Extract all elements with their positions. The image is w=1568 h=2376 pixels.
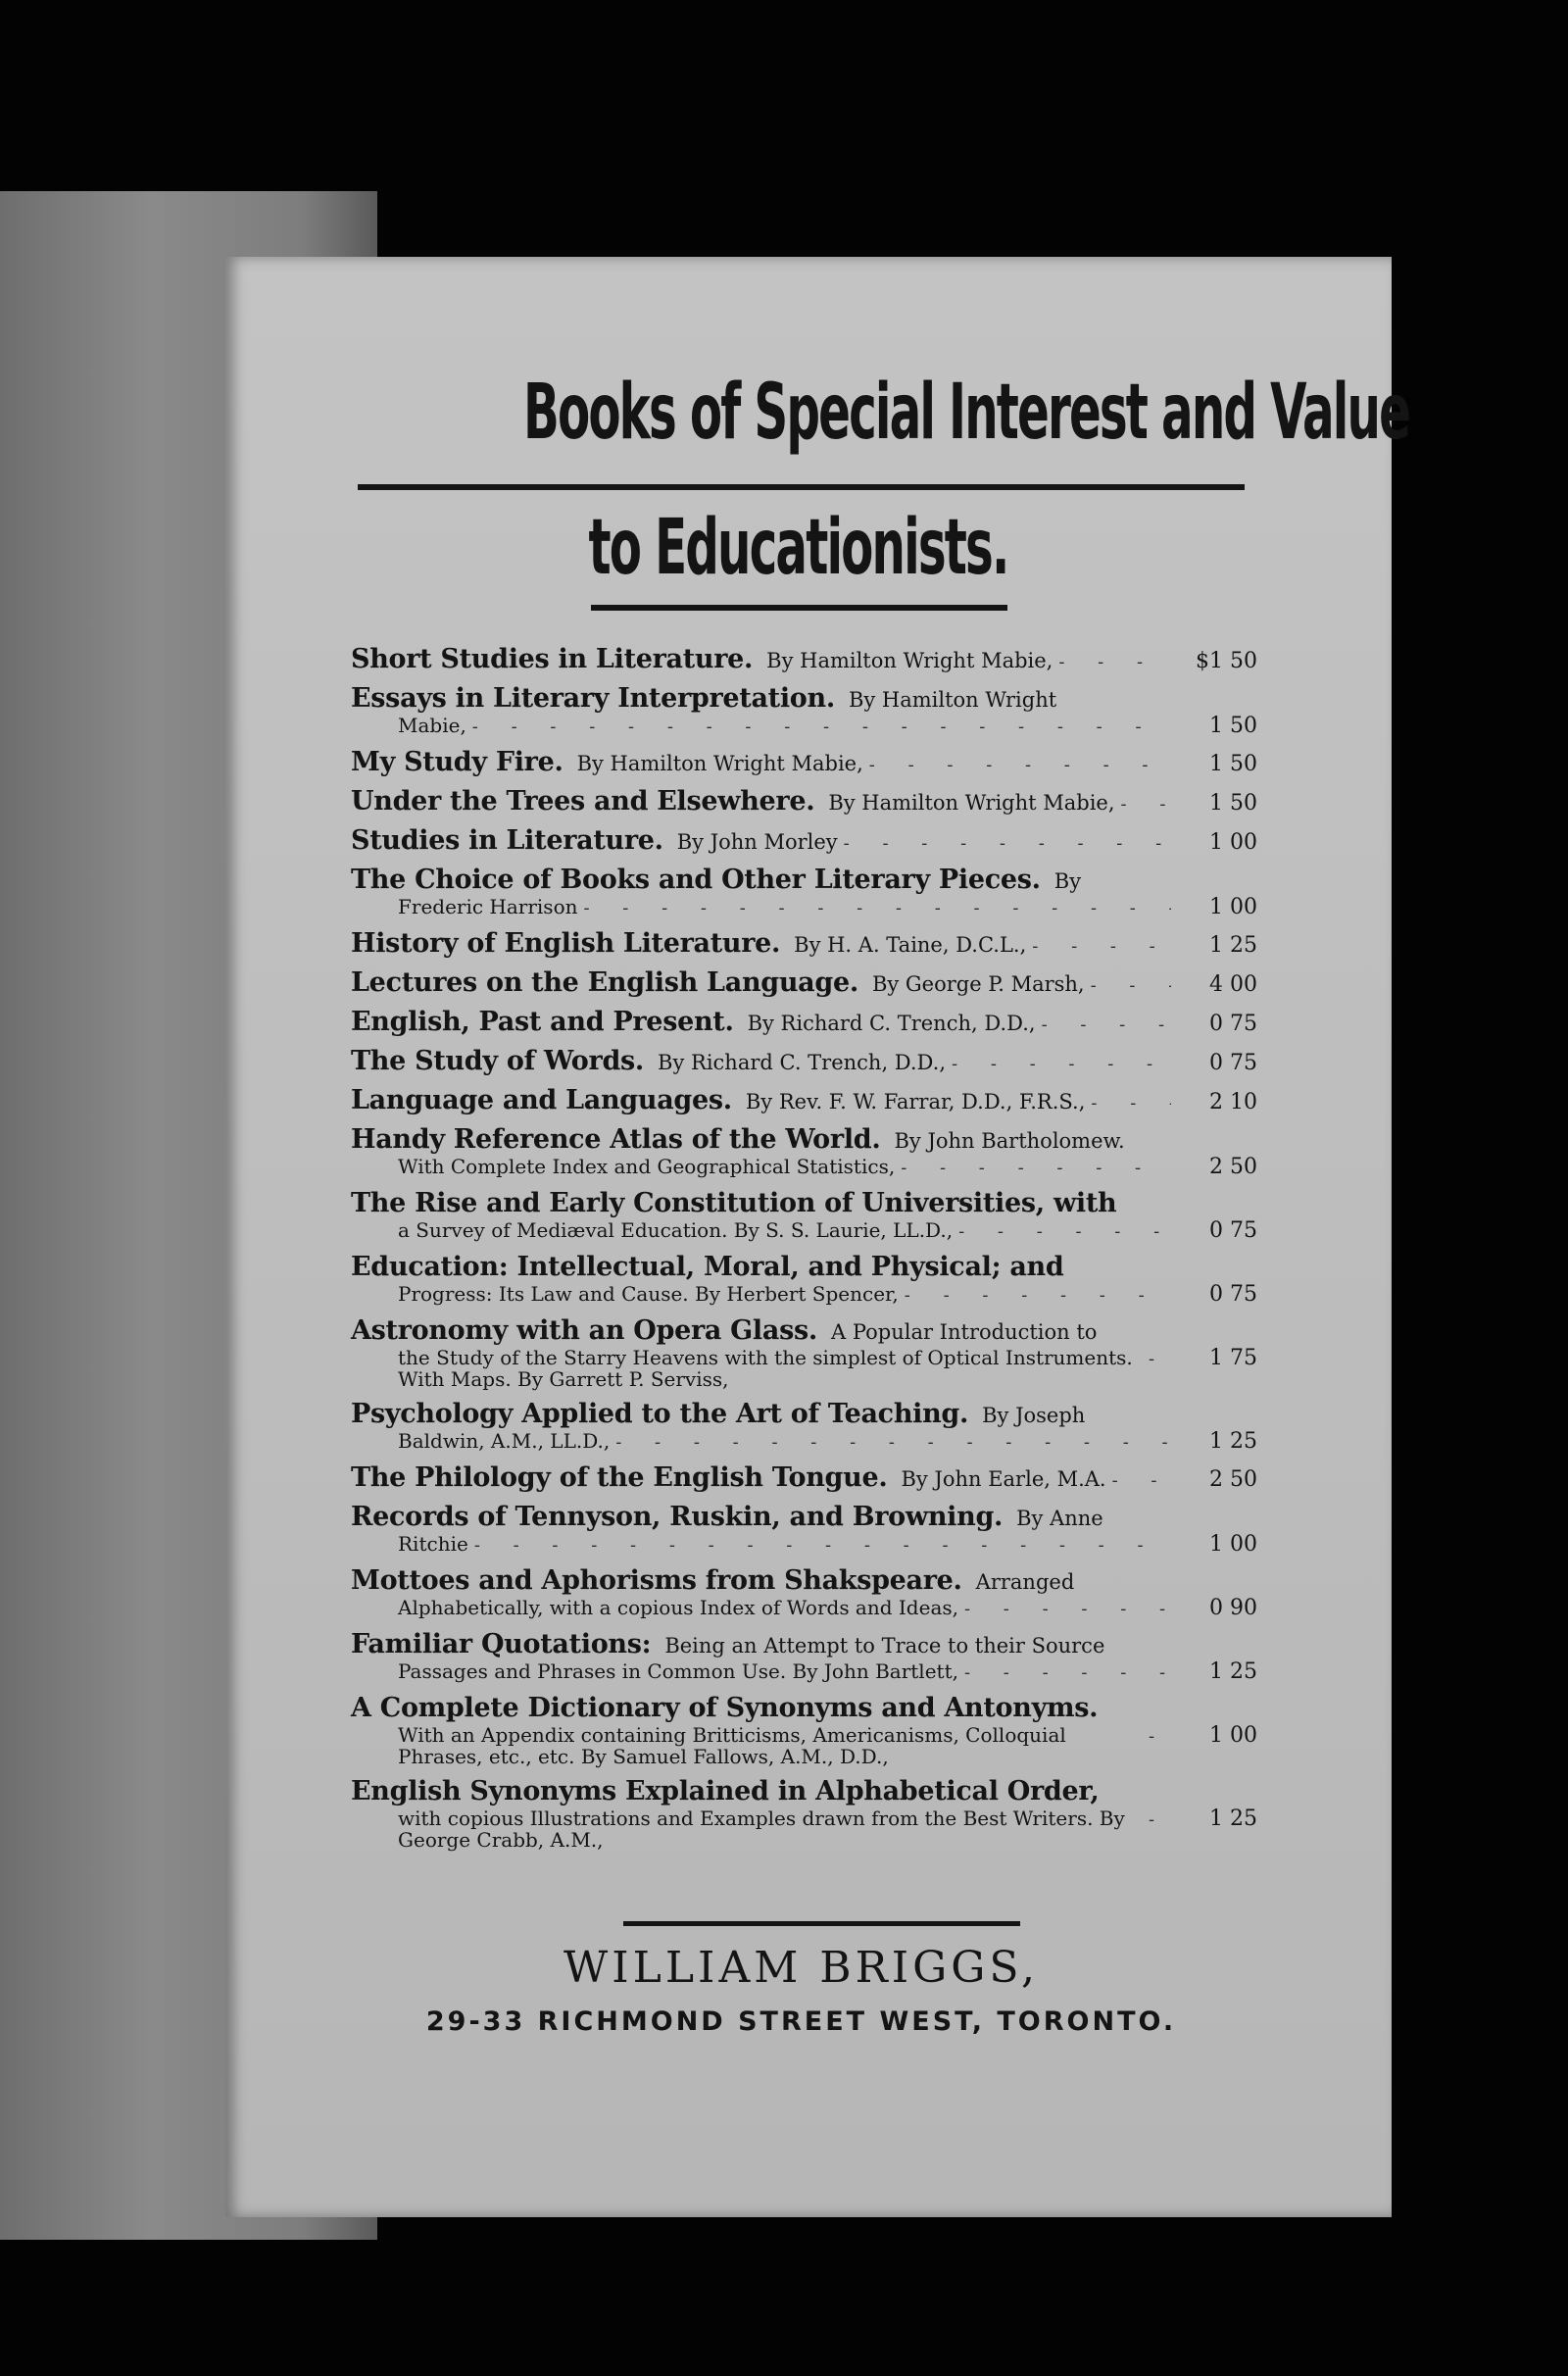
book-price: 0 75 bbox=[1209, 1051, 1257, 1075]
book-title: Lectures on the English Language. bbox=[351, 967, 858, 998]
book-entry-main-line bbox=[351, 747, 1257, 777]
book-price: 1 00 bbox=[1209, 1723, 1257, 1748]
book-entry-main-line bbox=[351, 967, 1257, 998]
book-price: 1 25 bbox=[1209, 933, 1257, 958]
advertisement-page bbox=[225, 257, 1410, 2217]
book-author: A Popular Introduction to bbox=[831, 1320, 1098, 1344]
book-description: Mabie, bbox=[398, 714, 466, 737]
dot-leader bbox=[1032, 936, 1171, 957]
book-price: 4 00 bbox=[1209, 972, 1257, 997]
book-author: By Hamilton Wright Mabie, bbox=[828, 791, 1115, 815]
book-title: Psychology Applied to the Art of Teaching. bbox=[351, 1399, 969, 1429]
book-price: 1 25 bbox=[1209, 1807, 1257, 1831]
book-entry-sub-line bbox=[351, 1659, 1257, 1684]
book-entry-sub-line bbox=[351, 1346, 1257, 1390]
dot-leader bbox=[1091, 1093, 1171, 1114]
page-title-line-1: Books of Special Interest and Value bbox=[522, 369, 1410, 457]
book-price: 2 10 bbox=[1209, 1090, 1257, 1114]
book-description: Baldwin, A.M., LL.D., bbox=[398, 1429, 611, 1453]
book-price: $1 50 bbox=[1196, 649, 1257, 673]
book-title: Essays in Literary Interpretation. bbox=[351, 683, 835, 714]
book-entry bbox=[351, 644, 1257, 674]
dot-leader bbox=[844, 833, 1171, 854]
book-entry-main-line bbox=[351, 1462, 1257, 1493]
book-description: Alphabetically, with a copious Index of Words and Ideas, bbox=[398, 1596, 958, 1619]
dot-leader bbox=[1112, 1470, 1171, 1491]
dot-leader bbox=[964, 1662, 1171, 1683]
book-entry bbox=[351, 1085, 1257, 1115]
book-author: By Hamilton Wright Mabie, bbox=[576, 752, 863, 775]
book-price: 0 75 bbox=[1209, 1282, 1257, 1307]
book-entry bbox=[351, 1502, 1257, 1557]
book-price: 1 00 bbox=[1209, 1532, 1257, 1557]
book-title: Language and Languages. bbox=[351, 1085, 732, 1115]
book-price: 1 75 bbox=[1209, 1346, 1257, 1370]
title-rule-2 bbox=[591, 605, 1007, 611]
book-price: 0 75 bbox=[1209, 1012, 1257, 1036]
book-title: Education: Intellectual, Moral, and Physical; and bbox=[351, 1252, 1064, 1282]
dot-leader bbox=[958, 1221, 1171, 1242]
book-title: The Rise and Early Constitution of Universities, with bbox=[351, 1188, 1117, 1218]
book-entry-main-line bbox=[351, 865, 1257, 895]
dot-leader bbox=[584, 898, 1172, 918]
book-entry-main-line bbox=[351, 683, 1257, 714]
dot-leader bbox=[901, 1158, 1171, 1178]
book-entry-main-line bbox=[351, 928, 1257, 959]
book-description: Passages and Phrases in Common Use. By John Bartlett, bbox=[398, 1659, 958, 1683]
book-description: the Study of the Starry Heavens with the simplest of Optical Instruments. With Maps. By Garrett P. Serviss, bbox=[398, 1346, 1133, 1391]
book-entry-main-line bbox=[351, 1629, 1257, 1659]
book-entry-main-line bbox=[351, 1565, 1257, 1596]
book-entry bbox=[351, 825, 1257, 856]
book-title: A Complete Dictionary of Synonyms and Antonyms. bbox=[351, 1693, 1099, 1723]
book-entry-main-line bbox=[351, 1502, 1257, 1532]
book-author: By John Morley bbox=[676, 830, 838, 854]
book-author: By H. A. Taine, D.C.L., bbox=[794, 933, 1027, 957]
book-description: with copious Illustrations and Examples drawn from the Best Writers. By George Crabb, A.M., bbox=[398, 1807, 1125, 1852]
book-description: a Survey of Mediæval Education. By S. S. Laurie, LL.D., bbox=[398, 1218, 954, 1242]
book-author: By bbox=[1054, 869, 1082, 893]
book-entry-sub-line bbox=[351, 1429, 1257, 1454]
book-author: By Richard C. Trench, D.D., bbox=[658, 1051, 947, 1074]
book-entry-main-line bbox=[351, 1124, 1257, 1155]
book-price: 1 00 bbox=[1209, 895, 1257, 919]
book-entry bbox=[351, 1693, 1257, 1767]
book-entry bbox=[351, 1462, 1257, 1493]
book-price: 1 25 bbox=[1209, 1659, 1257, 1684]
book-entry-sub-line bbox=[351, 1532, 1257, 1557]
publisher-name: WILLIAM BRIGGS, bbox=[564, 1943, 1039, 1993]
page-content bbox=[343, 257, 1410, 2217]
book-entry-main-line bbox=[351, 644, 1257, 674]
book-entry-main-line bbox=[351, 1188, 1257, 1218]
book-entry-sub-line bbox=[351, 1155, 1257, 1179]
book-entry bbox=[351, 1252, 1257, 1307]
book-author: By Richard C. Trench, D.D., bbox=[747, 1012, 1036, 1035]
book-price: 0 90 bbox=[1209, 1596, 1257, 1620]
dot-leader bbox=[869, 755, 1171, 775]
book-title: Records of Tennyson, Ruskin, and Browning. bbox=[351, 1502, 1004, 1532]
book-entry-main-line bbox=[351, 1693, 1257, 1723]
book-author: By Joseph bbox=[982, 1404, 1086, 1427]
dot-leader bbox=[472, 717, 1171, 737]
book-entry-sub-line bbox=[351, 714, 1257, 738]
book-title: My Study Fire. bbox=[351, 747, 564, 777]
book-description: With Complete Index and Geographical Statistics, bbox=[398, 1155, 896, 1178]
dot-leader bbox=[1149, 1726, 1171, 1747]
book-entry-sub-line bbox=[351, 1596, 1257, 1620]
dot-leader bbox=[1121, 794, 1171, 815]
book-title: Astronomy with an Opera Glass. bbox=[351, 1315, 817, 1346]
publisher-address: 29-33 RICHMOND STREET WEST, TORONTO. bbox=[425, 2006, 1177, 2037]
dot-leader bbox=[1149, 1349, 1171, 1369]
book-title: Under the Trees and Elsewhere. bbox=[351, 786, 815, 817]
book-title: History of English Literature. bbox=[351, 928, 781, 959]
book-price: 1 25 bbox=[1209, 1429, 1257, 1454]
book-entry-sub-line bbox=[351, 895, 1257, 919]
book-author: By George P. Marsh, bbox=[871, 972, 1085, 996]
book-entry bbox=[351, 865, 1257, 919]
book-price: 1 50 bbox=[1209, 791, 1257, 816]
book-description: Frederic Harrison bbox=[398, 895, 578, 918]
book-entry bbox=[351, 967, 1257, 998]
book-price: 1 00 bbox=[1209, 830, 1257, 855]
book-entry-main-line bbox=[351, 1085, 1257, 1115]
book-title: Short Studies in Literature. bbox=[351, 644, 754, 674]
book-entry-main-line bbox=[351, 1252, 1257, 1282]
book-price: 2 50 bbox=[1209, 1155, 1257, 1179]
dot-leader bbox=[964, 1599, 1171, 1619]
book-price: 2 50 bbox=[1209, 1467, 1257, 1492]
book-entry-main-line bbox=[351, 1399, 1257, 1429]
book-entry bbox=[351, 1776, 1257, 1851]
book-entry-sub-line bbox=[351, 1218, 1257, 1243]
book-entry-main-line bbox=[351, 1046, 1257, 1076]
book-author: By Rev. F. W. Farrar, D.D., F.R.S., bbox=[745, 1090, 1086, 1114]
book-author: Being an Attempt to Trace to their Source bbox=[664, 1634, 1105, 1658]
dot-leader bbox=[905, 1285, 1171, 1306]
dot-leader bbox=[952, 1054, 1171, 1074]
book-description: Ritchie bbox=[398, 1532, 468, 1556]
book-price: 1 50 bbox=[1209, 714, 1257, 738]
book-entry-main-line bbox=[351, 1007, 1257, 1037]
book-entry bbox=[351, 1188, 1257, 1243]
book-entry bbox=[351, 1629, 1257, 1684]
book-entry bbox=[351, 1315, 1257, 1390]
book-author: By Hamilton Wright Mabie, bbox=[766, 649, 1054, 672]
title-rule-1 bbox=[358, 484, 1245, 490]
book-entry bbox=[351, 928, 1257, 959]
book-entry bbox=[351, 1399, 1257, 1454]
book-title: Handy Reference Atlas of the World. bbox=[351, 1124, 881, 1155]
book-price: 1 50 bbox=[1209, 752, 1257, 776]
dot-leader bbox=[474, 1535, 1171, 1556]
book-author: By Anne bbox=[1016, 1507, 1103, 1530]
book-author: By John Bartholomew. bbox=[894, 1129, 1125, 1153]
book-description: With an Appendix containing Britticisms, Americanisms, Colloquial Phrases, etc., etc. By Samuel Fallows, A.M., D.D., bbox=[398, 1723, 1066, 1768]
book-entry bbox=[351, 747, 1257, 777]
dot-leader bbox=[1058, 652, 1171, 672]
dot-leader bbox=[1091, 975, 1171, 996]
book-entry-main-line bbox=[351, 1776, 1257, 1807]
book-entry bbox=[351, 1565, 1257, 1620]
book-entry bbox=[351, 1007, 1257, 1037]
book-entry-sub-line bbox=[351, 1807, 1257, 1851]
book-title: The Study of Words. bbox=[351, 1046, 645, 1076]
book-entry-main-line bbox=[351, 825, 1257, 856]
book-description: Progress: Its Law and Cause. By Herbert Spencer, bbox=[398, 1282, 899, 1306]
book-title: Mottoes and Aphorisms from Shakspeare. bbox=[351, 1565, 962, 1596]
book-title: Familiar Quotations: bbox=[351, 1629, 652, 1659]
page-title-line-2: to Educationists. bbox=[588, 504, 1008, 592]
book-entry-main-line bbox=[351, 786, 1257, 817]
book-entry bbox=[351, 1124, 1257, 1179]
book-title: Studies in Literature. bbox=[351, 825, 663, 856]
book-price: 0 75 bbox=[1209, 1218, 1257, 1243]
book-title: The Choice of Books and Other Literary Pieces. bbox=[351, 865, 1041, 895]
book-entry bbox=[351, 683, 1257, 738]
book-entry bbox=[351, 786, 1257, 817]
dot-leader bbox=[1042, 1015, 1171, 1035]
book-title: English, Past and Present. bbox=[351, 1007, 734, 1037]
book-title: The Philology of the English Tongue. bbox=[351, 1462, 888, 1493]
book-entry bbox=[351, 1046, 1257, 1076]
book-author: Arranged bbox=[975, 1570, 1075, 1594]
book-author: By Hamilton Wright bbox=[848, 688, 1057, 712]
book-author: By John Earle, M.A. bbox=[901, 1467, 1106, 1491]
book-entry-sub-line bbox=[351, 1723, 1257, 1767]
book-entry-main-line bbox=[351, 1315, 1257, 1346]
dot-leader bbox=[615, 1432, 1171, 1453]
publisher-rule bbox=[623, 1921, 1020, 1926]
book-list bbox=[351, 644, 1257, 1859]
book-entry-sub-line bbox=[351, 1282, 1257, 1307]
dot-leader bbox=[1149, 1809, 1171, 1830]
book-title: English Synonyms Explained in Alphabetical Order, bbox=[351, 1776, 1100, 1807]
